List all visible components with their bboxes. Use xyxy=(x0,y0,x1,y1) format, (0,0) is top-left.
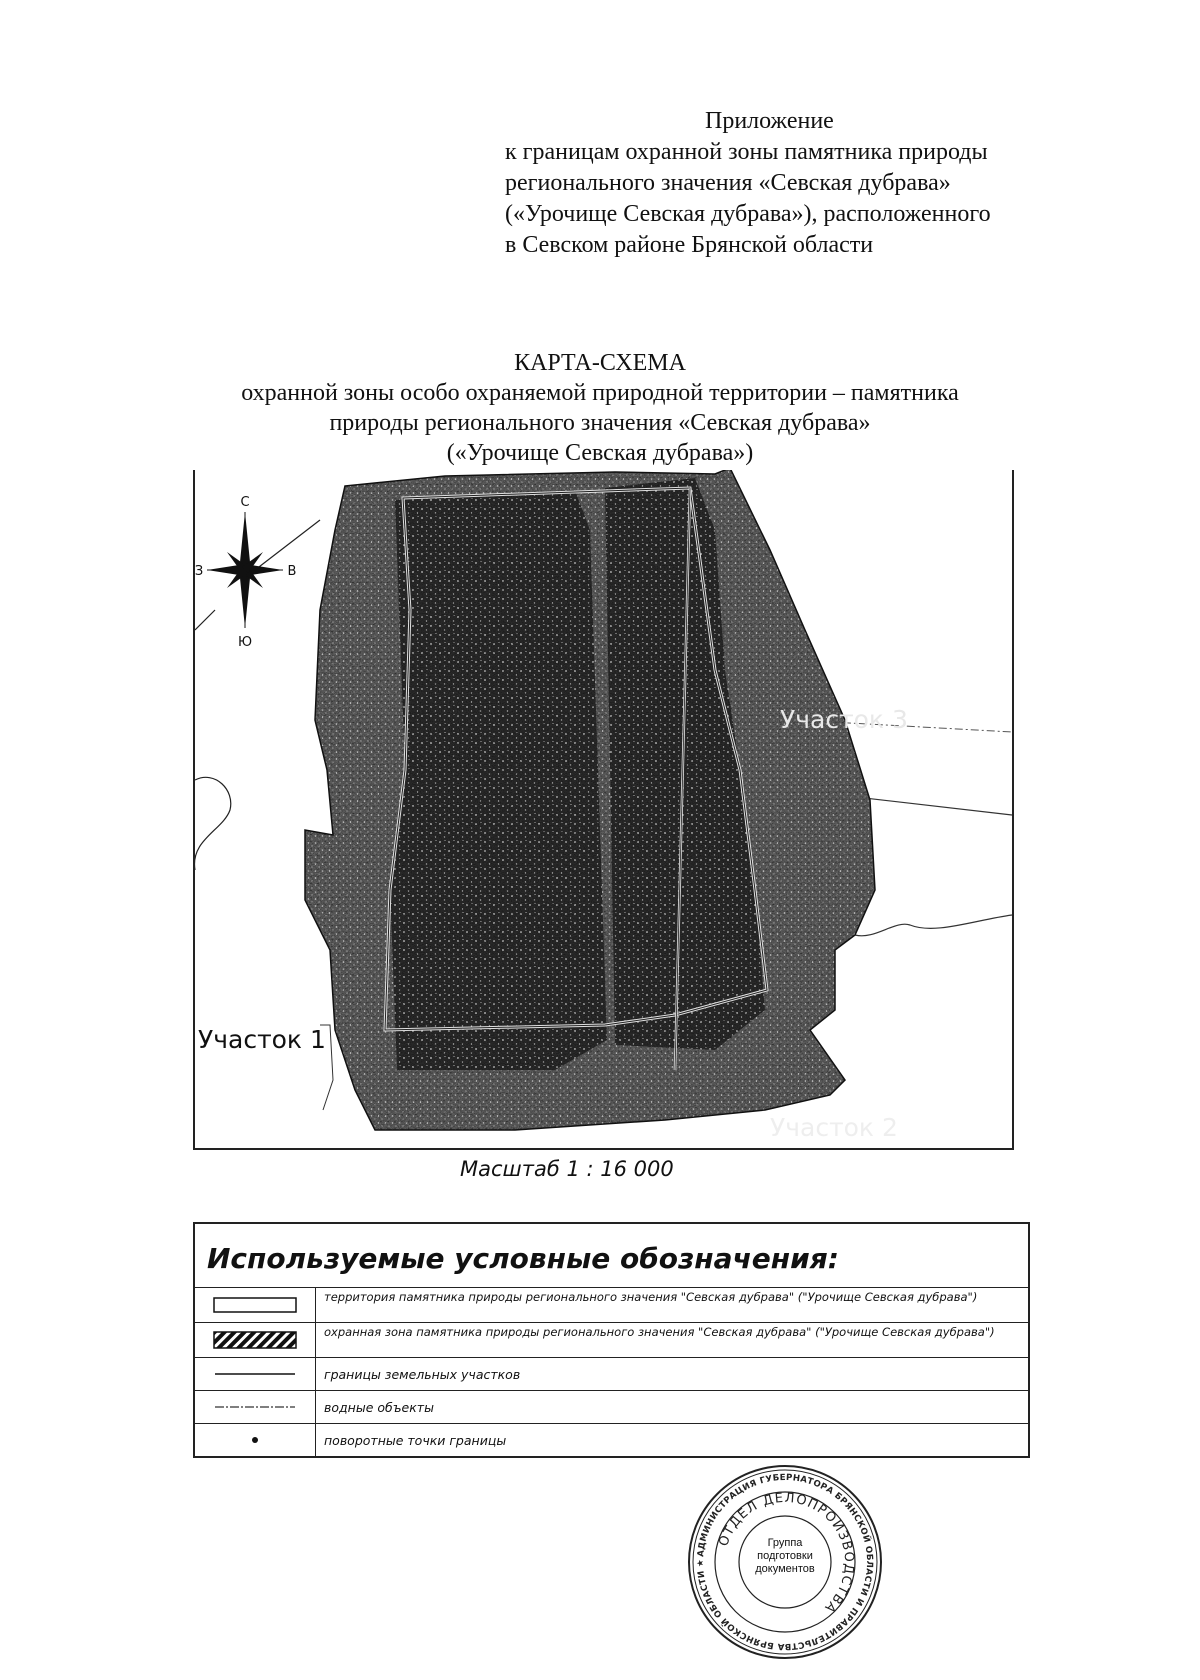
appendix-line: к границам охранной зоны памятника природы xyxy=(505,139,988,165)
appendix-line: регионального значения «Севская дубрава» xyxy=(505,170,951,196)
legend-heading: Используемые условные обозначения: xyxy=(195,1224,1028,1288)
compass-south: Ю xyxy=(237,635,253,650)
legend-text: территория памятника природы регионального значения "Севская дубрава" ("Урочище Севская дубрава") xyxy=(324,1290,978,1304)
road-line xyxy=(195,777,231,870)
legend-row xyxy=(195,1323,1028,1358)
map-subtitle-line: («Урочище Севская дубрава») xyxy=(446,440,754,466)
map-subtitle-line: природы регионального значения «Севская дубрава» xyxy=(329,410,871,436)
stamp-center xyxy=(749,1537,821,1576)
plot-label-3: Участок 3 xyxy=(780,705,908,734)
map-title: КАРТА-СХЕМА xyxy=(514,350,686,376)
appendix-line: в Севском районе Брянской области xyxy=(505,232,874,258)
hatched-rect-icon xyxy=(195,1323,316,1357)
legend-text: поворотные точки границы xyxy=(324,1432,507,1448)
stamp-center-line: подготовки xyxy=(757,1550,813,1562)
legend-row xyxy=(195,1391,1028,1424)
compass-icon xyxy=(195,495,296,650)
dot-icon xyxy=(195,1424,316,1456)
legend-row xyxy=(195,1424,1028,1456)
road-line xyxy=(255,520,320,570)
stamp-center-line: Группа xyxy=(767,1537,803,1549)
appendix-title: Приложение xyxy=(705,108,834,134)
legend-row xyxy=(195,1288,1028,1323)
outline-rect-icon xyxy=(195,1288,316,1322)
stamp-ring-text: АДМИНИСТРАЦИЯ ГУБЕРНАТОРА БРЯНСКОЙ ОБЛАСТИ И ПРАВИТЕЛЬСТВА БРЯНСКОЙ ОБЛАСТИ ★ xyxy=(695,1472,875,1652)
plot-label-1: Участок 1 xyxy=(198,1025,326,1054)
map-subtitle-line: охранной зоны особо охраняемой природной территории – памятника xyxy=(241,380,959,406)
legend-table xyxy=(193,1222,1030,1458)
appendix-line: («Урочище Севская дубрава»), расположенного xyxy=(505,201,991,227)
map-scheme xyxy=(193,470,1014,1150)
legend-row xyxy=(195,1358,1028,1391)
plot-label-2: Участок 2 xyxy=(770,1113,898,1142)
road-line xyxy=(195,610,215,630)
compass-east: В xyxy=(287,564,297,579)
stamp-center-line: документов xyxy=(755,1563,815,1575)
compass-north: С xyxy=(240,495,250,510)
solid-line-icon xyxy=(195,1358,316,1390)
legend-text: водные объекты xyxy=(324,1399,434,1415)
map-scale: Масштаб 1 : 16 000 xyxy=(460,1157,674,1181)
map-heading xyxy=(160,348,1040,468)
legend-text: границы земельных участков xyxy=(324,1366,521,1382)
stamp-inner-text: ОТДЕЛ ДЕЛОПРОИЗВОДСТВА xyxy=(716,1490,857,1616)
appendix-header xyxy=(505,106,1065,261)
compass-west: З xyxy=(195,564,204,579)
road-line xyxy=(855,915,1012,936)
legend-text: охранная зона памятника природы регионального значения "Севская дубрава" ("Урочище Севская дубрава") xyxy=(324,1325,995,1339)
dash-dot-line-icon xyxy=(195,1391,316,1423)
